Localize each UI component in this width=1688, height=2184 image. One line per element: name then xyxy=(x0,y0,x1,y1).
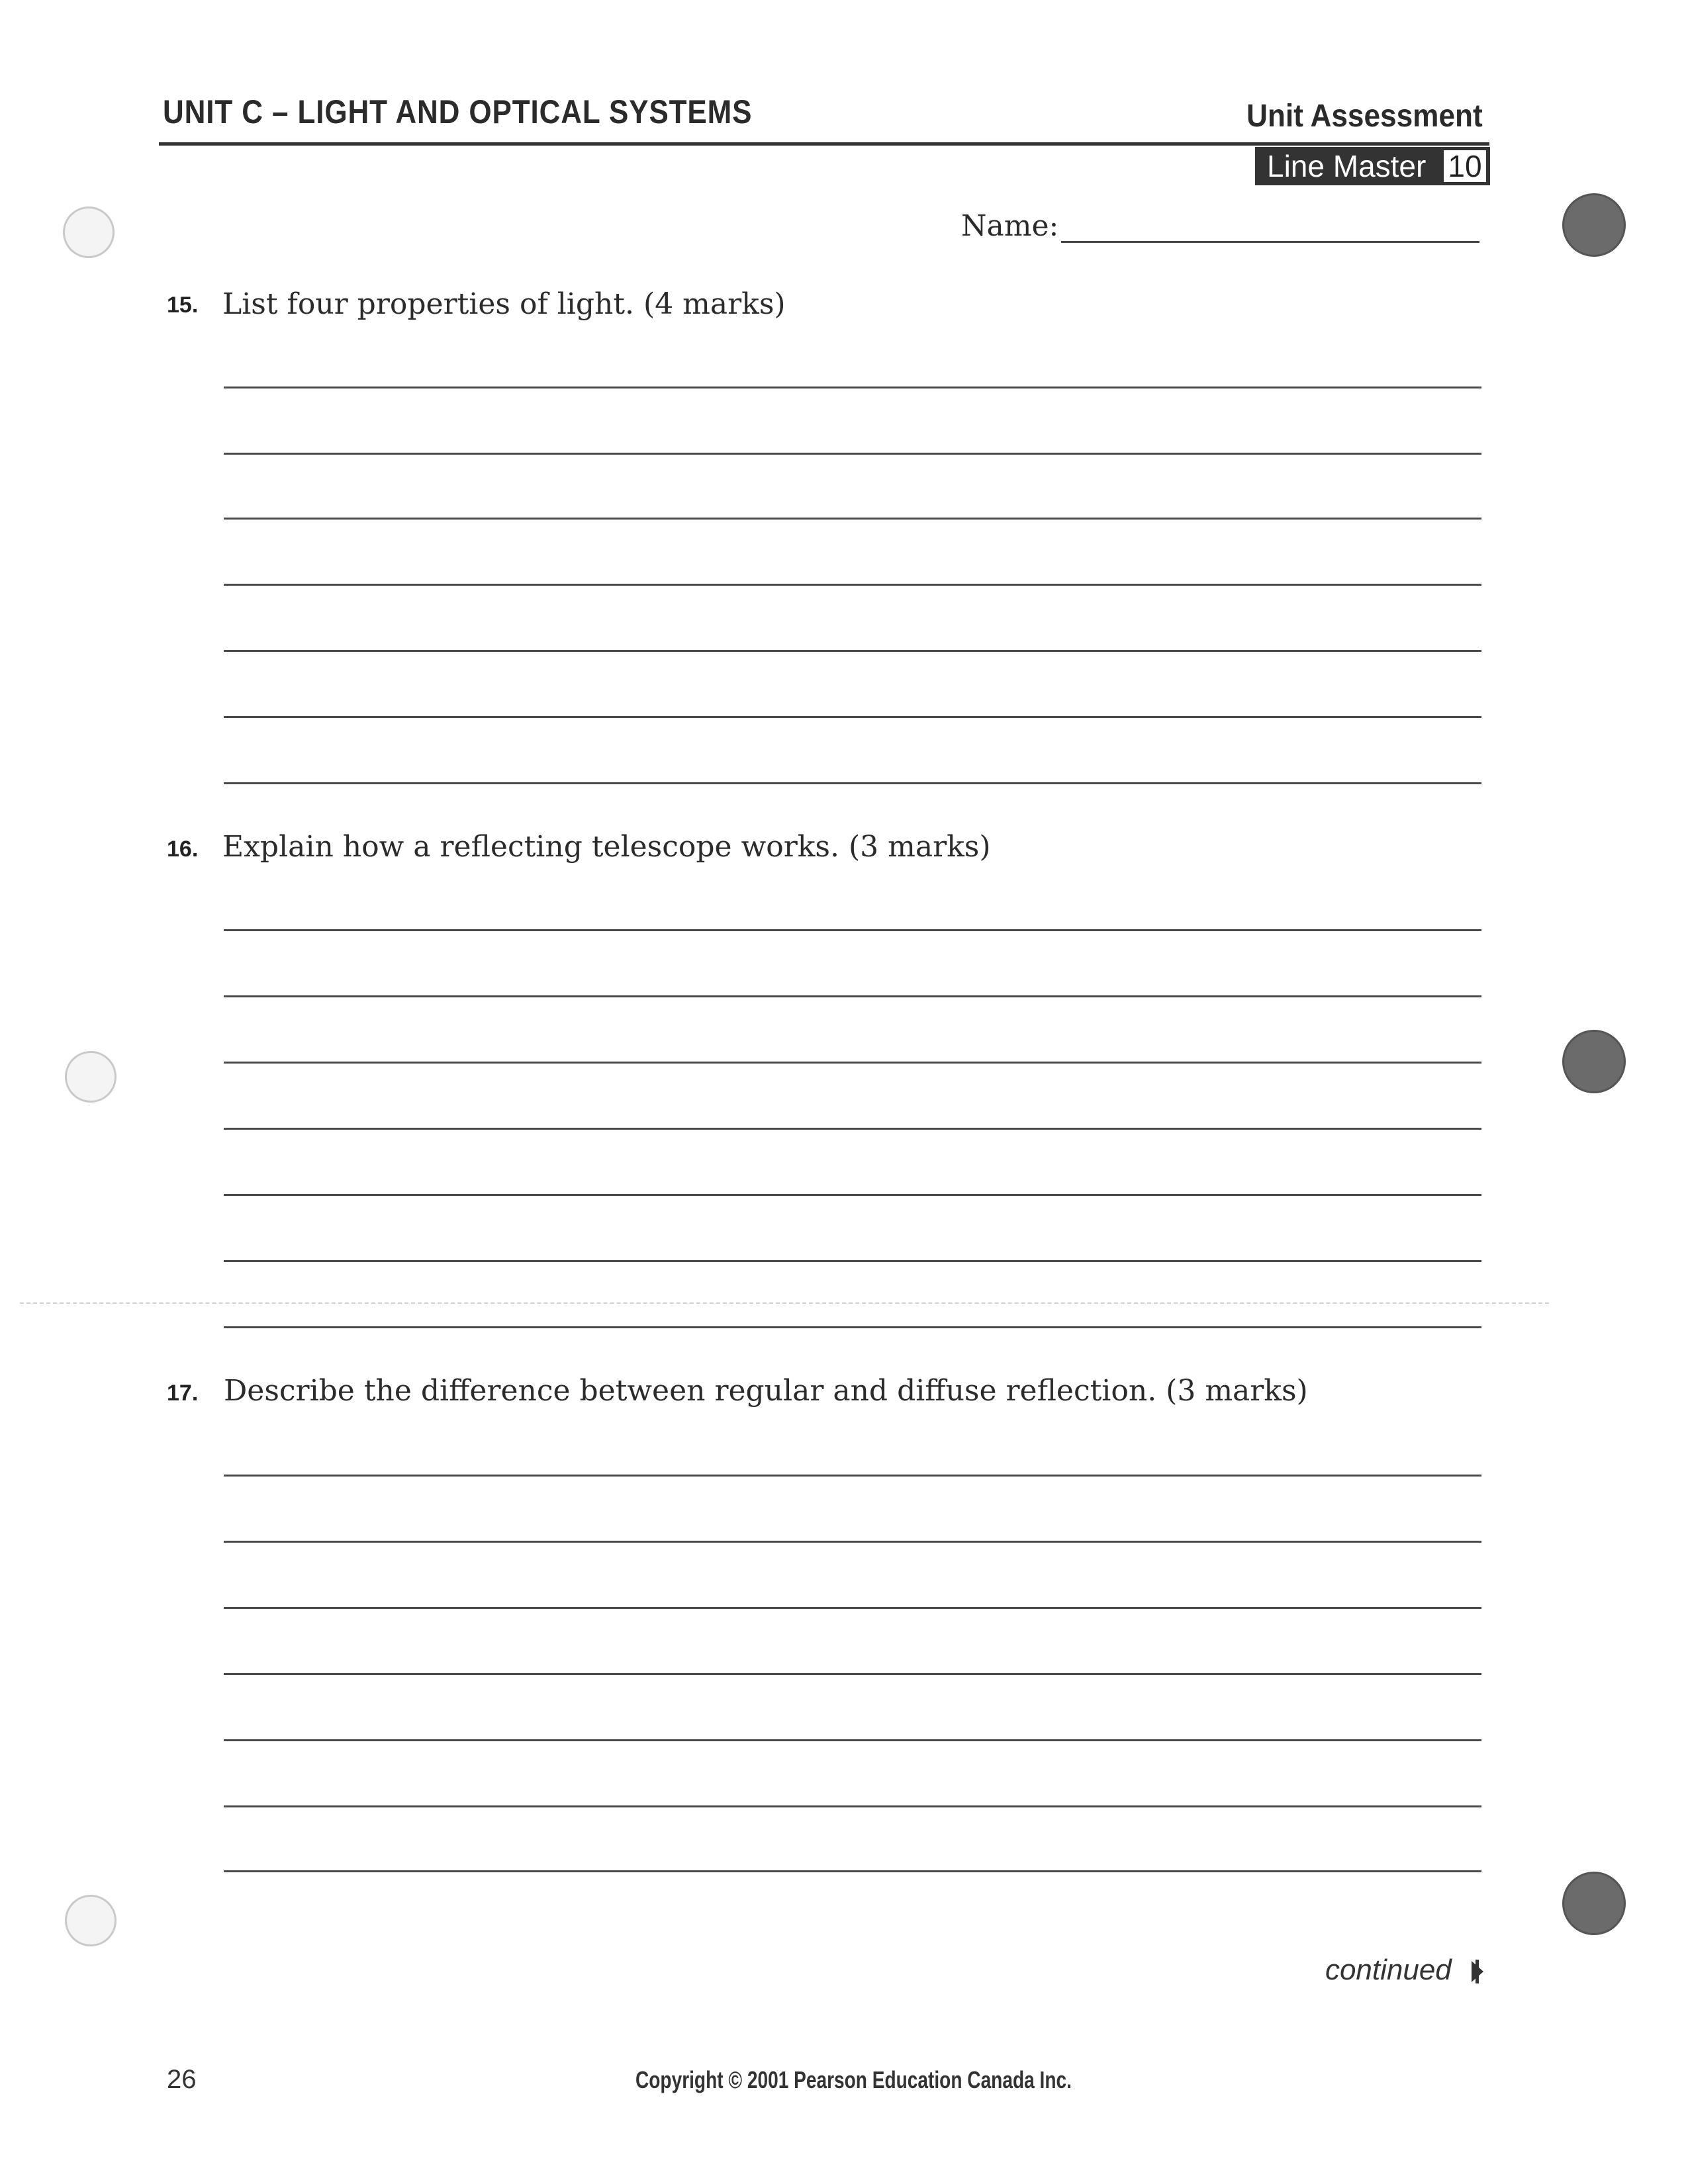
answer-line[interactable] xyxy=(224,1194,1481,1196)
line-master-label: Line Master xyxy=(1267,149,1427,183)
continued-label: continued xyxy=(1325,1954,1452,1986)
answer-line[interactable] xyxy=(224,1128,1481,1130)
answer-line[interactable] xyxy=(224,995,1481,997)
question-text: List four properties of light. (4 marks) xyxy=(222,287,786,321)
answer-line[interactable] xyxy=(224,518,1481,520)
answer-line[interactable] xyxy=(224,1326,1481,1328)
answer-line[interactable] xyxy=(224,387,1481,388)
question-text: Describe the difference between regular and diffuse reflection. (3 marks) xyxy=(224,1374,1308,1408)
answer-line[interactable] xyxy=(224,1805,1481,1807)
answer-line[interactable] xyxy=(224,1739,1481,1741)
answer-line[interactable] xyxy=(224,716,1481,718)
answer-line[interactable] xyxy=(224,1260,1481,1262)
answer-line[interactable] xyxy=(224,1870,1481,1872)
answer-line[interactable] xyxy=(224,929,1481,931)
answer-line[interactable] xyxy=(224,1607,1481,1609)
binder-hole-left-top xyxy=(63,206,115,258)
name-field[interactable] xyxy=(1061,241,1479,243)
line-master-badge xyxy=(1255,147,1490,185)
question-number: 17. xyxy=(167,1381,199,1406)
answer-line[interactable] xyxy=(224,1673,1481,1675)
name-label: Name: xyxy=(961,209,1059,243)
page-number: 26 xyxy=(167,2065,197,2094)
continued-note xyxy=(1325,1954,1486,1987)
question-number: 15. xyxy=(167,293,199,318)
answer-line[interactable] xyxy=(224,1062,1481,1064)
fold-line xyxy=(20,1302,1549,1304)
question-number: 16. xyxy=(167,837,199,862)
answer-line[interactable] xyxy=(224,782,1481,784)
copyright-notice: Copyright © 2001 Pearson Education Canada Inc. xyxy=(635,2066,1072,2093)
binder-hole-right-bottom xyxy=(1562,1872,1626,1935)
binder-hole-left-middle xyxy=(65,1051,117,1103)
arrow-right-icon xyxy=(1469,1958,1486,1985)
line-master-number: 10 xyxy=(1442,149,1487,183)
header-rule xyxy=(159,142,1489,146)
binder-hole-right-top xyxy=(1562,193,1626,257)
answer-line[interactable] xyxy=(224,650,1481,652)
answer-line[interactable] xyxy=(224,1475,1481,1477)
question-text: Explain how a reflecting telescope works. (3 marks) xyxy=(222,830,991,864)
answer-line[interactable] xyxy=(224,584,1481,586)
assessment-label: Unit Assessment xyxy=(1246,99,1483,134)
binder-hole-left-bottom xyxy=(65,1895,117,1946)
answer-line[interactable] xyxy=(224,453,1481,455)
binder-hole-right-middle xyxy=(1562,1030,1626,1093)
unit-title: UNIT C – LIGHT AND OPTICAL SYSTEMS xyxy=(163,93,753,130)
answer-line[interactable] xyxy=(224,1541,1481,1543)
